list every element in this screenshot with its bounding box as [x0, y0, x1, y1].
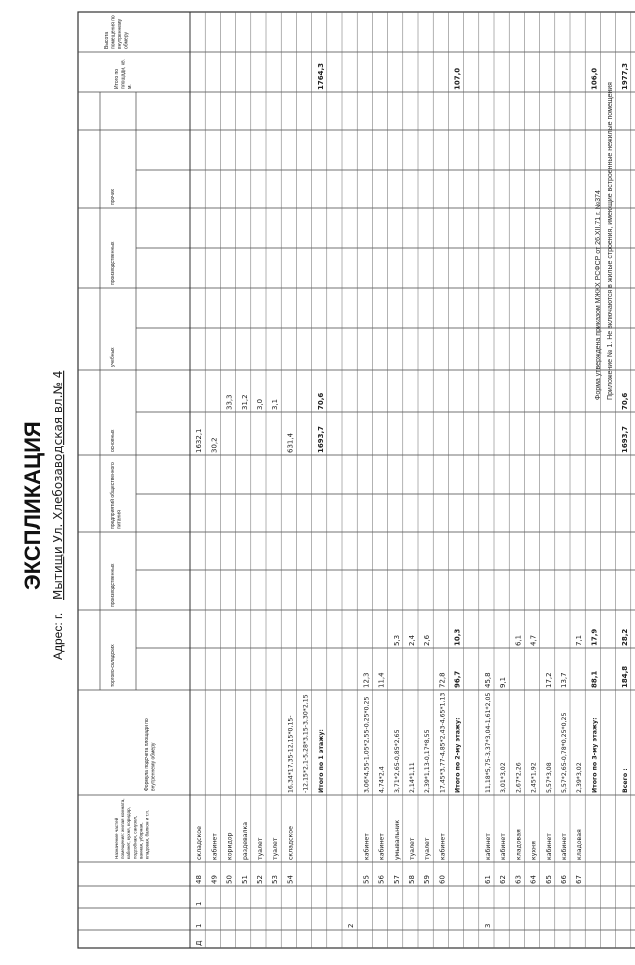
- cell-room: 66: [560, 875, 568, 884]
- cell-formula: 2,39*3,02: [576, 762, 584, 793]
- cell-room: 61: [484, 875, 492, 884]
- cell-o2: 3,0: [256, 398, 264, 410]
- cell-total: 106,0: [590, 67, 599, 90]
- header-formula: Формула подсчета площади повнутреннему обмеру: [144, 718, 157, 791]
- cell-purpose: кладовая: [576, 829, 584, 860]
- cell-purpose: кабинет: [211, 833, 219, 860]
- cell-o2: 3,1: [271, 398, 280, 410]
- address-value: Мытищи Ул. Хлебозаводская вл.№ 4: [51, 370, 65, 600]
- cell-purpose: кабинет: [500, 833, 508, 860]
- cell-formula: 5,57*2,65-0,78*0,25*0,25: [561, 712, 568, 793]
- cell-c2: 6,1: [514, 634, 523, 646]
- cell-purpose: умывальник: [393, 819, 401, 860]
- cell-formula: 3,01*3,02: [500, 762, 508, 793]
- cell-formula: 3,71*2,65-0,85*2,65: [393, 729, 401, 793]
- cell-purpose: туалет: [257, 837, 264, 860]
- cell-purpose: складское: [196, 826, 204, 860]
- cell-formula: 3,06*4,55-1,05*2,55-0,25*0,25: [363, 696, 371, 793]
- cell-o1: 1693,7: [316, 425, 325, 453]
- cell-purpose: кабинет: [439, 833, 447, 860]
- cell-c2: 2,6: [423, 634, 432, 646]
- cell-formula: 2,39*1,13-0,17*8,55: [424, 729, 432, 793]
- cell-room: 65: [544, 875, 553, 884]
- cell-c1: 17,2: [544, 672, 553, 688]
- cell-purpose: складское: [287, 826, 295, 860]
- cell-c1: 88,1: [590, 670, 599, 688]
- cell-o2: 33,3: [225, 394, 234, 410]
- cell-purpose: туалет: [424, 837, 432, 860]
- cell-formula: 2,45*1,92: [530, 762, 538, 793]
- cell-c2: 28,2: [620, 628, 629, 646]
- header-g-public: предприятий общественногопитания: [110, 462, 123, 529]
- cell-room: 49: [210, 875, 219, 884]
- cell-room: 52: [256, 875, 264, 884]
- cell-c1: 45,8: [484, 672, 492, 688]
- header-height: Высотапомещения повнутреннемуобмеру: [104, 15, 130, 49]
- cell-formula: 17,45*3,77-4,85*2,43-4,65*1,13: [439, 692, 447, 793]
- cell-room: 56: [377, 875, 386, 884]
- cell-room: 55: [362, 875, 371, 884]
- cell-room: 51: [240, 875, 249, 884]
- cell-c1: 96,7: [453, 670, 462, 688]
- cell-formula: Всего :: [621, 768, 629, 793]
- cell-c2: 4,7: [529, 634, 538, 646]
- cell-room: 53: [271, 875, 280, 884]
- cell-purpose: кладовая: [515, 829, 523, 860]
- cell-o1: 1693,7: [620, 425, 629, 453]
- cell-c2: 17,9: [590, 628, 599, 646]
- header-g-trade: торгово-складских: [110, 644, 116, 687]
- cell-floor: 2: [347, 923, 356, 928]
- cell-formula: Итого по 2-му этажу:: [454, 717, 462, 793]
- cell-room: 62: [499, 875, 508, 884]
- header-g-office: основных: [110, 429, 116, 452]
- cell-prem: 1: [195, 901, 204, 906]
- address-label: Адрес: г.: [51, 612, 65, 660]
- cell-o2: 70,6: [620, 392, 629, 410]
- cell-purpose: кабинет: [545, 833, 553, 860]
- cell-purpose: кабинет: [363, 833, 371, 860]
- cell-room: 50: [225, 875, 234, 884]
- cell-c1: 9,1: [499, 676, 508, 688]
- cell-o1: 30,2: [210, 437, 219, 453]
- cell-room: 57: [392, 875, 401, 884]
- header-g-production2: производственных: [110, 241, 116, 285]
- cell-c1: 184,8: [620, 665, 629, 688]
- header-purpose: Назначение частейпомещения: жилая комната,кабинет, кухня, коридор,подсобная, санузел,ванная, уборная,кладовая, балкон и т.п.: [114, 798, 150, 859]
- cell-purpose: туалет: [409, 837, 416, 860]
- cell-lit: Д: [195, 940, 204, 946]
- header-g-other: прочих: [110, 188, 116, 205]
- cell-purpose: раздевалка: [241, 821, 249, 860]
- cell-total: 1764,3: [316, 62, 325, 90]
- cell-room: 64: [529, 875, 538, 884]
- cell-total: 1977,3: [620, 62, 629, 90]
- cell-formula: 2,14*1,11: [409, 762, 416, 793]
- cell-room: 60: [438, 875, 447, 884]
- cell-formula: 2,67*2,26: [515, 762, 523, 793]
- cell-formula: 5,57*3,08: [545, 762, 553, 793]
- cell-c1: 11,4: [377, 672, 386, 688]
- cell-room: 58: [408, 875, 416, 884]
- cell-room: 63: [514, 875, 523, 884]
- form-note-line1: Форма утверждена приказом МЖКХ РСФСР от 26.XII.71 г. №374: [595, 190, 602, 400]
- cell-formula: 4,74*2,4: [378, 766, 386, 793]
- header-g-production: производственных: [110, 563, 116, 607]
- cell-floor: 1: [195, 923, 204, 928]
- cell-c1: 72,8: [438, 672, 447, 688]
- cell-room: 59: [423, 875, 432, 884]
- cell-c1: 12,3: [362, 672, 371, 688]
- cell-purpose: кухня: [530, 841, 538, 860]
- header-g-school: учебных: [110, 347, 116, 367]
- page-title: ЭКСПЛИКАЦИЯ: [20, 421, 45, 590]
- cell-total: 107,0: [453, 67, 462, 90]
- cell-c2: 5,3: [392, 634, 401, 646]
- cell-room: 67: [575, 875, 584, 884]
- cell-room: 48: [195, 875, 204, 884]
- cell-formula: Итого по 1 этажу:: [317, 729, 325, 793]
- cell-o1: 1632,1: [195, 428, 204, 453]
- cell-c2: 2,4: [408, 634, 416, 646]
- form-note-line2: Приложение № 1. Не включаются в жилые строения, имеющие встроенные нежилые помещения: [607, 82, 614, 400]
- cell-purpose: туалет: [272, 837, 280, 860]
- cell-purpose: кабинет: [378, 833, 386, 860]
- header-total-area: Итого поплощади, кв.м.: [114, 58, 133, 89]
- cell-o2: 31,2: [240, 394, 249, 410]
- cell-purpose: коридор: [226, 832, 234, 860]
- cell-c2: 10,3: [453, 628, 462, 646]
- cell-floor: 3: [484, 923, 492, 928]
- cell-formula: -12,15*2,1-5,28*3,15-3,30*2,15: [302, 694, 310, 793]
- cell-o2: 70,6: [316, 392, 325, 410]
- cell-formula: 16,34*17,35-12,15*0,15-: [287, 715, 295, 793]
- cell-formula: 11,18*5,75-3,37*3,04-1,61*2,05: [485, 692, 492, 793]
- cell-formula: Итого по 3-му этажу:: [591, 717, 599, 793]
- cell-room: 54: [286, 875, 295, 884]
- cell-c2: 7,1: [575, 634, 584, 646]
- cell-purpose: кабинет: [561, 833, 568, 860]
- cell-o1: 631,4: [286, 432, 295, 453]
- cell-c1: 13,7: [560, 672, 568, 688]
- cell-purpose: кабинет: [485, 833, 492, 860]
